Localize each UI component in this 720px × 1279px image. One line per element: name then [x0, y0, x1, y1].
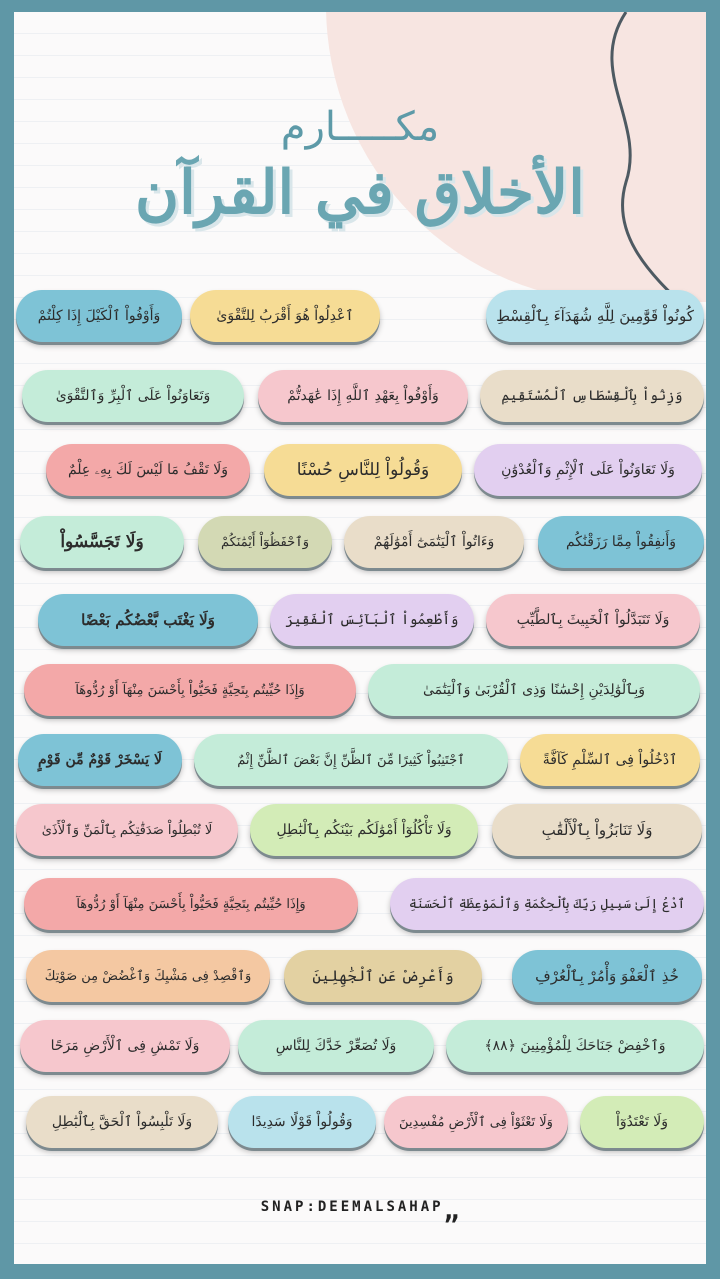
phrase-pill: وَقُولُواْ قَوْلًا سَدِيدًا	[228, 1096, 376, 1148]
phrase-pill: وَٱحْفَظُوٓاْ أَيْمَٰنَكُمْ	[198, 516, 332, 568]
phrase-pill: وَأَوْفُواْ بِعَهْدِ ٱللَّهِ إِذَا عَٰهَدتُّمْ	[258, 370, 468, 422]
title-top: مكـــــارم	[280, 104, 440, 150]
phrase-pill: ٱعْدِلُواْ هُوَ أَقْرَبُ لِلتَّقْوَىٰ	[190, 290, 380, 342]
phrase-pill: وَلَا تُصَعِّرْ خَدَّكَ لِلنَّاسِ	[238, 1020, 434, 1072]
phrase-pill: وَأَنفِقُواْ مِمَّا رَزَقْنَٰكُم	[538, 516, 704, 568]
credit-quote-mark: „	[443, 1196, 460, 1226]
phrase-pill: وَٱخْفِضْ جَنَاحَكَ لِلْمُؤْمِنِينَ ﴿٨٨﴾	[446, 1020, 704, 1072]
phrase-pill: وَٱقْصِدْ فِى مَشْيِكَ وَٱغْضُضْ مِن صَوْتِكَ	[26, 950, 270, 1002]
phrase-pill: وَأَطْعِمُواْ ٱلْبَآئِسَ ٱلْفَقِيرَ	[270, 594, 474, 646]
phrase-pill: وَإِذَا حُيِّيتُم بِتَحِيَّةٍ فَحَيُّواْ بِأَحْسَنَ مِنْهَآ أَوْ رُدُّوهَآ	[24, 664, 356, 716]
phrase-pill: وَءَاتُواْ ٱلْيَتَٰمَىٰٓ أَمْوَٰلَهُمْ	[344, 516, 524, 568]
phrase-pill: وَلَا تَمْشِ فِى ٱلْأَرْضِ مَرَحًا	[20, 1020, 230, 1072]
page-title: الأخلاق في القرآن	[135, 158, 585, 228]
phrase-pill: وَقُولُواْ لِلنَّاسِ حُسْنًا	[264, 444, 462, 496]
phrase-pill: ٱدْخُلُواْ فِى ٱلسِّلْمِ كَآفَّةً	[520, 734, 700, 786]
phrase-pill: وَلَا تَعْثَوْاْ فِى ٱلْأَرْضِ مُفْسِدِينَ	[384, 1096, 568, 1148]
phrase-pill: وَأَوْفُواْ ٱلْكَيْلَ إِذَا كِلْتُمْ	[16, 290, 182, 342]
phrase-pill: وَلَا تَأْكُلُوٓاْ أَمْوَٰلَكُم بَيْنَكُم بِٱلْبَٰطِلِ	[250, 804, 478, 856]
phrase-pill: وَتَعَاوَنُواْ عَلَى ٱلْبِرِّ وَٱلتَّقْوَىٰ	[22, 370, 244, 422]
phrase-pill: وَبِٱلْوَٰلِدَيْنِ إِحْسَٰنًا وَذِى ٱلْقُرْبَىٰ وَٱلْيَتَٰمَىٰ	[368, 664, 700, 716]
creator-credit	[14, 1196, 706, 1226]
phrase-pill: وَلَا تَعَاوَنُواْ عَلَى ٱلْإِثْمِ وَٱلْعُدْوَٰنِ	[474, 444, 702, 496]
phrase-pill: وَإِذَا حُيِّيتُم بِتَحِيَّةٍ فَحَيُّواْ بِأَحْسَنَ مِنْهَآ أَوْ رُدُّوهَآ	[24, 878, 358, 930]
phrase-pill: وَلَا تَجَسَّسُواْ	[20, 516, 184, 568]
phrase-pill: وَلَا تَتَبَدَّلُواْ ٱلْخَبِيثَ بِٱلطَّيِّبِ	[486, 594, 700, 646]
phrase-pill: ٱدْعُ إِلَىٰ سَبِيلِ رَبِّكَ بِٱلْحِكْمَةِ وَٱلْمَوْعِظَةِ ٱلْحَسَنَةِ	[390, 878, 704, 930]
phrase-pill: وَزِنُواْ بِٱلْقِسْطَاسِ ٱلْمُسْتَقِيمِ	[480, 370, 704, 422]
phrase-pill: كُونُواْ قَوَّٰمِينَ لِلَّهِ شُهَدَآءَ بِٱلْقِسْطِ	[486, 290, 704, 342]
phrase-pill: وَلَا تَعْتَدُوٓاْ	[580, 1096, 704, 1148]
phrase-pill: لَا تُبْطِلُواْ صَدَقَٰتِكُم بِٱلْمَنِّ وَٱلْأَذَىٰ	[16, 804, 238, 856]
poster-frame	[14, 12, 706, 1264]
phrase-pill: ٱجْتَنِبُواْ كَثِيرًا مِّنَ ٱلظَّنِّ إِنَّ بَعْضَ ٱلظَّنِّ إِثْمٌ	[194, 734, 508, 786]
phrase-pill: وَلَا تَلْبِسُواْ ٱلْحَقَّ بِٱلْبَٰطِلِ	[26, 1096, 218, 1148]
phrase-pill: وَلَا يَغْتَب بَّعْضُكُم بَعْضًا	[38, 594, 258, 646]
phrase-pill: وَأَعْرِضْ عَنِ ٱلْجَٰهِلِينَ	[284, 950, 482, 1002]
phrase-pill: خُذِ ٱلْعَفْوَ وَأْمُرْ بِٱلْعُرْفِ	[512, 950, 702, 1002]
phrase-pill: لَا يَسْخَرْ قَوْمٌ مِّن قَوْمٍ	[18, 734, 182, 786]
credit-text: SNAP:DEEMALSAHAP	[260, 1199, 444, 1215]
phrase-pill: وَلَا تَقْفُ مَا لَيْسَ لَكَ بِهِۦ عِلْمٌ	[46, 444, 250, 496]
phrase-pill: وَلَا تَنَابَزُواْ بِٱلْأَلْقَٰبِ	[492, 804, 702, 856]
